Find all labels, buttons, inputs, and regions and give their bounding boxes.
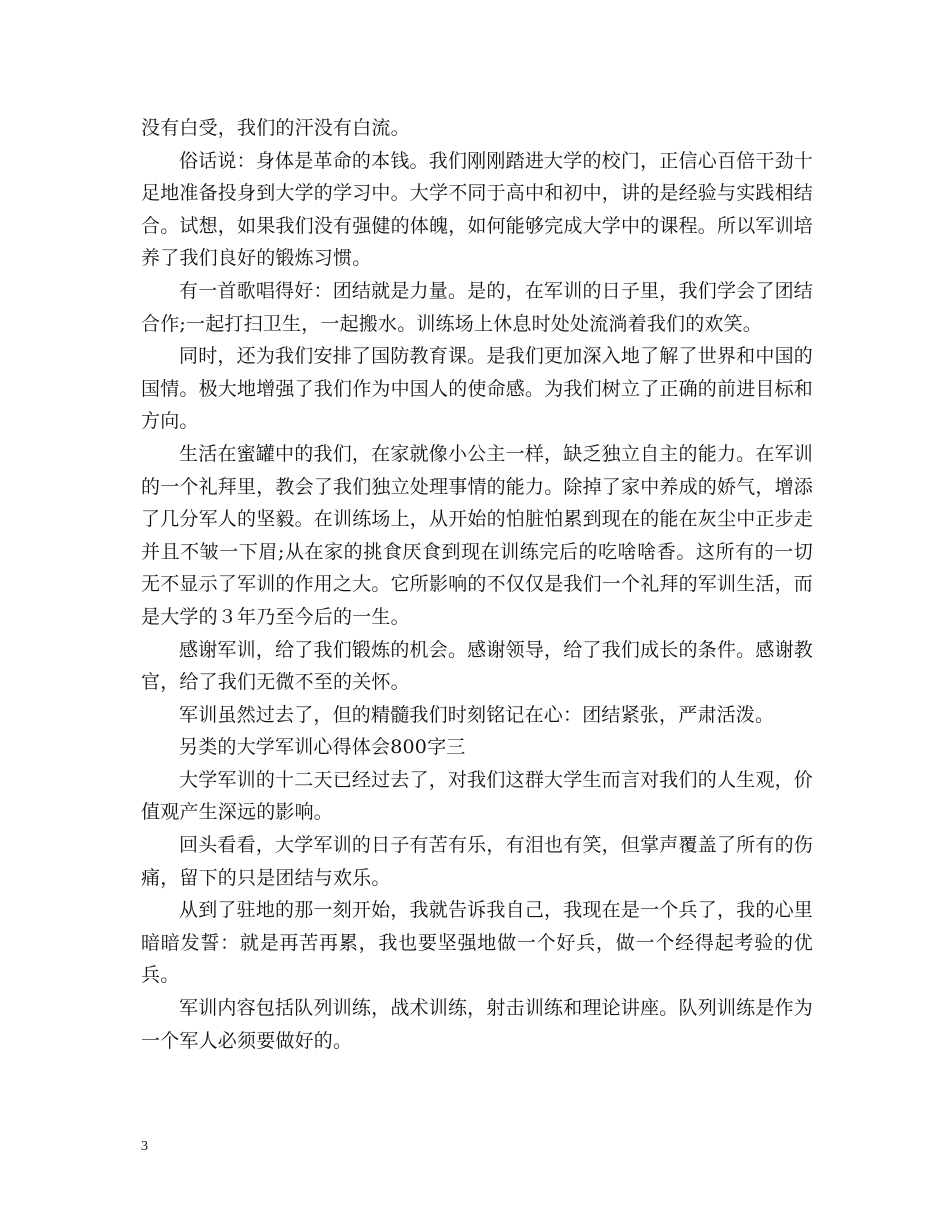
document-body bbox=[141, 112, 813, 1057]
paragraph-10: 从到了驻地的那一刻开始，我就告诉我自己，我现在是一个兵了，我的心里暗暗发誓：就是再苦再累，我也要坚强地做一个好兵，做一个经得起考验的优兵。 bbox=[141, 899, 813, 987]
paragraph-11: 军训内容包括队列训练，战术训练，射击训练和理论讲座。队列训练是作为一个军人必须要做好的。 bbox=[141, 997, 813, 1052]
page-number: 3 bbox=[141, 1139, 148, 1154]
paragraph-8: 大学军训的十二天已经过去了，对我们这群大学生而言对我们的人生观，价值观产生深远的影响。 bbox=[141, 768, 813, 824]
paragraph-2: 俗话说：身体是革命的本钱。我们刚刚踏进大学的校门，正信心百倍干劲十足地准备投身到大学的学习中。大学不同于高中和初中，讲的是经验与实践相结合。试想，如果我们没有强健的体魄，如何能够完成大学中的课程。所以军训培养了我们良好的锻炼习惯。 bbox=[141, 149, 814, 270]
paragraph-3: 有一首歌唱得好：团结就是力量。是的，在军训的日子里，我们学会了团结合作;一起打扫卫生，一起搬水。训练场上休息时处处流淌着我们的欢笑。 bbox=[141, 279, 813, 335]
paragraph-7: 军训虽然过去了，但的精髓我们时刻铭记在心：团结紧张，严肃活泼。 bbox=[179, 703, 775, 726]
paragraph-9: 回头看看，大学军训的日子有苦有乐，有泪也有笑，但掌声覆盖了所有的伤痛，留下的只是团结与欢乐。 bbox=[141, 834, 813, 889]
section-heading: 另类的大学军训心得体会800字三 bbox=[179, 736, 466, 759]
paragraph-4: 同时，还为我们安排了国防教育课。是我们更加深入地了解了世界和中国的国情。极大地增强了我们作为中国人的使命感。为我们树立了正确的前进目标和方向。 bbox=[141, 345, 814, 433]
paragraph-5: 生活在蜜罐中的我们，在家就像小公主一样，缺乏独立自主的能力。在军训的一个礼拜里，教会了我们独立处理事情的能力。除掉了家中养成的娇气，增添了几分军人的坚毅。在训练场上，从开始的怕脏怕累到现在的能在灰尘中正步走并且不皱一下眉;从在家的挑食厌食到现在训练完后的吃啥啥香。这所有的一切无不显示了军训的作用之大。它所影响的不仅仅是我们一个礼拜的军训生活，而是大学的３年乃至今后的一生。 bbox=[141, 442, 814, 628]
paragraph-1: 没有白受，我们的汗没有白流。 bbox=[141, 117, 410, 139]
paragraph-6: 感谢军训，给了我们锻炼的机会。感谢领导，给了我们成长的条件。感谢教官，给了我们无微不至的关怀。 bbox=[141, 638, 813, 694]
